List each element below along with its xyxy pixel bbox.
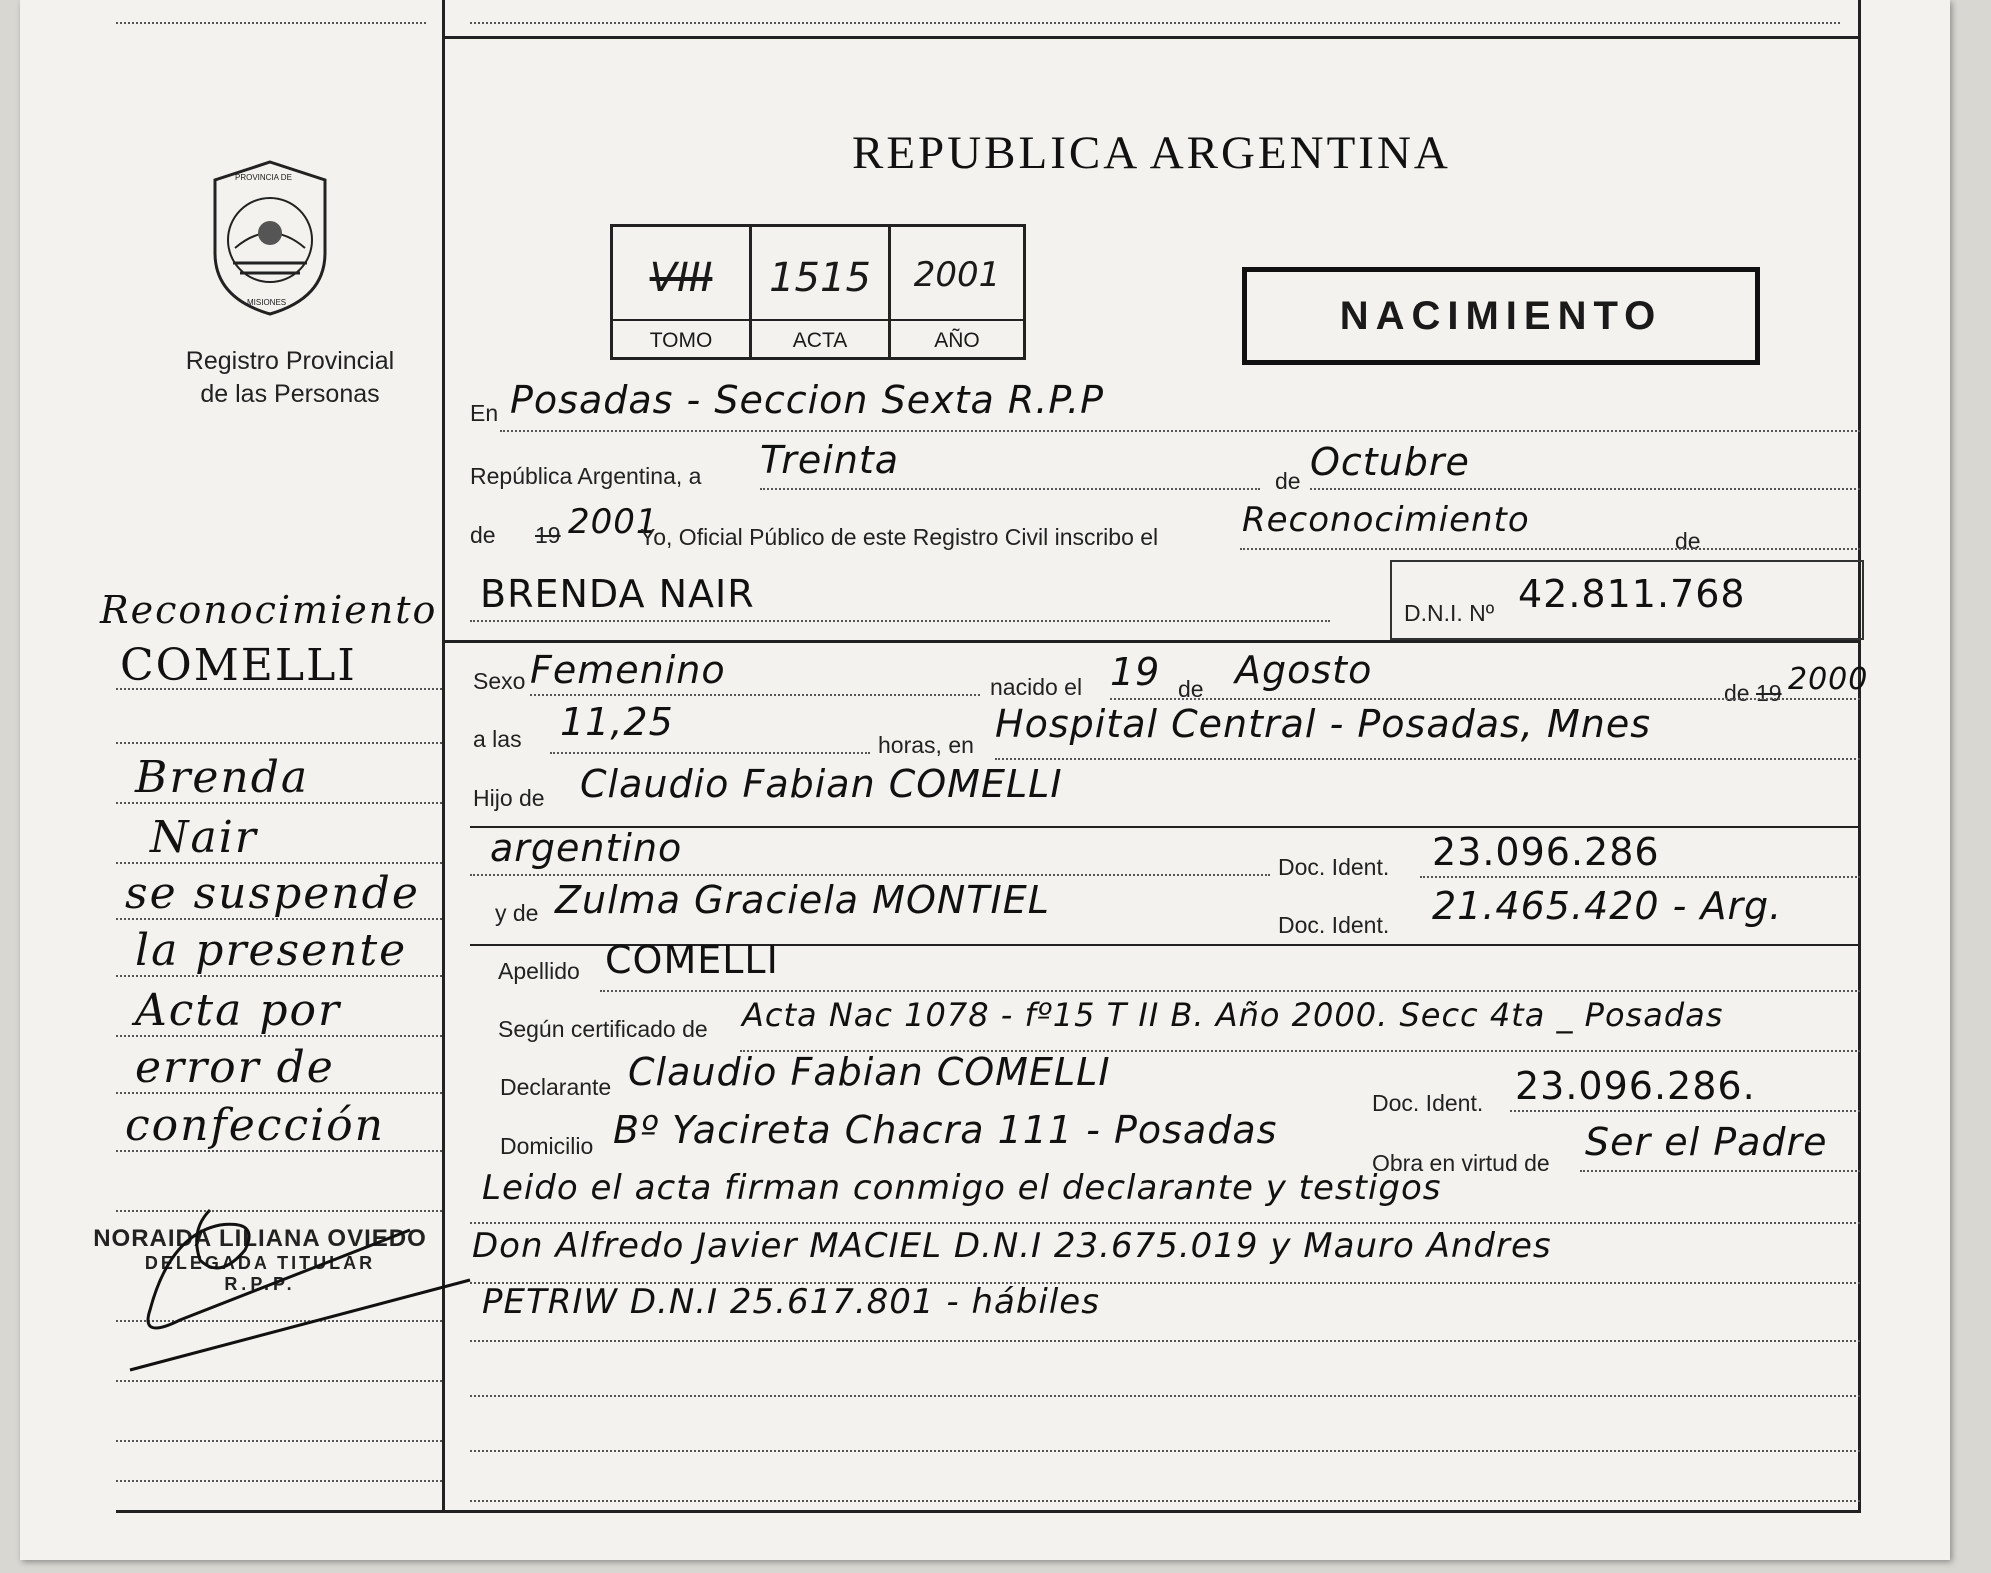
declarante-doc-label: Doc. Ident. [1372, 1090, 1484, 1116]
extra-dots-3 [470, 1340, 1860, 1342]
record-box-label-divider [613, 319, 1023, 321]
margin-line-6: la presente [135, 925, 408, 976]
nacido-anio-prefix: 19 [1756, 680, 1782, 706]
nombre-dots [470, 620, 1330, 622]
margin-dots-8 [116, 1092, 442, 1094]
hora-value: 11,25 [560, 700, 674, 744]
registry-name-line2: de las Personas [200, 380, 380, 408]
apellido-value: COMELLI [605, 938, 779, 982]
declarante-label: Declarante [500, 1074, 612, 1100]
record-number-box [610, 224, 1026, 360]
margin-dots-9 [116, 1150, 442, 1152]
seal-text-top: PROVINCIA DE [235, 173, 292, 182]
declarante-dots [1510, 1110, 1860, 1112]
mes-dots [1310, 488, 1860, 490]
hijo-de-label: Hijo de [473, 785, 545, 811]
nacido-dia: 19 [1110, 650, 1161, 694]
nacido-de-label: de [1178, 676, 1204, 702]
sexo-value: Femenino [530, 648, 726, 692]
y-de-label: y de [495, 900, 539, 926]
nacido-anio-value: 2000 [1788, 662, 1869, 697]
apellido-dots [600, 990, 1860, 992]
padre-value: Claudio Fabian COMELLI [580, 762, 1063, 806]
margin-dots-2 [116, 688, 442, 690]
extra-line-1: Leido el acta firman conmigo el declarante y testigos [482, 1168, 1442, 1208]
margin-line-2: COMELLI [120, 640, 357, 691]
right-border [1858, 0, 1861, 1512]
margin-line-4: Nair [150, 812, 258, 863]
anio-label: AÑO [934, 329, 980, 352]
domicilio-label: Domicilio [500, 1133, 594, 1159]
margin-line-9: confección [125, 1100, 385, 1151]
top-dotted-line-left [116, 22, 426, 24]
nacido-dots [1110, 698, 1860, 700]
declarante-value: Claudio Fabian COMELLI [628, 1050, 1111, 1094]
lugar-value: Hospital Central - Posadas, Mnes [995, 702, 1652, 746]
extra-dots-4 [470, 1395, 1860, 1397]
extra-line-2: Don Alfredo Javier MACIEL D.N.I 23.675.019 y Mauro Andres [472, 1226, 1552, 1266]
obra-dots [1580, 1170, 1860, 1172]
extra-dots-5 [470, 1450, 1860, 1452]
acta-cell [752, 227, 891, 357]
margin-dots-4 [116, 862, 442, 864]
margin-line-5: se suspende [125, 868, 420, 919]
padre-nacionalidad: argentino [490, 826, 683, 870]
madre-doc-label: Doc. Ident. [1278, 912, 1390, 938]
yo-oficial-label: Yo, Oficial Público de este Registro Civil inscribo el [640, 524, 1159, 550]
handwritten-signature [110, 1190, 490, 1410]
dia-dots [760, 488, 1260, 490]
anio-value: 2001 [913, 255, 1001, 295]
dni-label: D.N.I. Nº [1404, 600, 1495, 626]
top-dotted-line-right [470, 22, 1840, 24]
extra-line-3: PETRIW D.N.I 25.617.801 - hábiles [482, 1282, 1100, 1322]
extra-dots-1 [470, 1222, 1860, 1224]
document-type-box [1242, 267, 1760, 365]
page-title: REPUBLICA ARGENTINA [852, 127, 1451, 179]
sexo-dots [530, 694, 980, 696]
margin-line-8: error de [135, 1042, 335, 1093]
margin-dots-5 [116, 918, 442, 920]
en-label: En [470, 400, 499, 426]
en-value: Posadas - Seccion Sexta R.P.P [510, 378, 1104, 422]
nacionalidad-dots [470, 874, 1270, 876]
acta-value: 1515 [769, 255, 871, 301]
dni-box [1390, 560, 1864, 640]
declarante-doc-value: 23.096.286. [1515, 1064, 1756, 1108]
margin-dots-6 [116, 975, 442, 977]
margin-line-3: Brenda [135, 752, 310, 803]
seal-text-bottom: MISIONES [247, 298, 287, 307]
provincial-seal [205, 158, 335, 318]
en-dots [500, 430, 1860, 432]
madre-doc-value: 21.465.420 - Arg. [1432, 884, 1783, 928]
acta-label: ACTA [792, 329, 848, 352]
registry-name [140, 345, 440, 411]
margin-line-7: Acta por [135, 985, 342, 1036]
margin-dots-3 [116, 802, 442, 804]
margin-dots-7 [116, 1035, 442, 1037]
birth-record-page [20, 0, 1950, 1560]
bottom-border [116, 1510, 1861, 1513]
tomo-label: TOMO [649, 329, 713, 352]
madre-value: Zulma Graciela MONTIEL [555, 878, 1050, 922]
padre-doc-label: Doc. Ident. [1278, 854, 1390, 880]
de-anio-label: de [470, 522, 496, 548]
sexo-label: Sexo [473, 668, 526, 694]
nacido-anio-label: de [1724, 680, 1750, 706]
extra-dots-6 [470, 1500, 1860, 1502]
segun-label: Según certificado de [498, 1016, 708, 1042]
horas-en-label: horas, en [878, 732, 974, 758]
nacido-mes: Agosto [1235, 648, 1373, 692]
margin-dots-14 [116, 1480, 442, 1482]
margin-line-1: Reconocimiento [100, 588, 438, 632]
margin-dots-13 [116, 1440, 442, 1442]
anio-prefix: 19 [535, 522, 561, 548]
padre-doc-value: 23.096.286 [1432, 830, 1660, 874]
inscribo-dots [1240, 548, 1860, 550]
registry-name-line1: Registro Provincial [185, 347, 395, 375]
apellido-label: Apellido [498, 958, 580, 984]
republica-label: República Argentina, a [470, 463, 702, 489]
obra-label: Obra en virtud de [1372, 1150, 1550, 1176]
a-las-label: a las [473, 726, 522, 752]
dni-value: 42.811.768 [1518, 572, 1746, 616]
margin-dots-blank [116, 742, 442, 744]
padre-doc-dots [1420, 876, 1860, 878]
document-type: NACIMIENTO [1339, 293, 1663, 338]
de-label-end: de [1675, 528, 1701, 554]
segun-value: Acta Nac 1078 - fº15 T II B. Año 2000. Secc 4ta _ Posadas [742, 996, 1724, 1034]
mid-divider [442, 640, 1861, 643]
dia-value: Treinta [760, 438, 900, 482]
stamp-line-1: NORAIDA LILIANA OVIEDO [93, 1225, 427, 1252]
domicilio-value: Bº Yacireta Chacra 111 - Posadas [613, 1108, 1278, 1152]
de-label: de [1275, 468, 1301, 494]
stamp-line-3: R.P.P. [224, 1274, 296, 1294]
inscribo-value: Reconocimiento [1242, 500, 1530, 540]
anio-cell [891, 227, 1023, 357]
stamp-line-2: DELEGADA TITULAR [144, 1253, 376, 1273]
tomo-cell [613, 227, 752, 357]
nombre-value: BRENDA NAIR [480, 572, 755, 616]
top-border [442, 36, 1861, 39]
nacido-label: nacido el [990, 674, 1083, 700]
anio-inscripcion: 2001 [568, 502, 659, 542]
lugar-dots [995, 758, 1860, 760]
mes-value: Octubre [1310, 440, 1470, 484]
tomo-value: VIII [649, 255, 713, 301]
hora-dots [550, 752, 870, 754]
obra-value: Ser el Padre [1585, 1120, 1828, 1164]
